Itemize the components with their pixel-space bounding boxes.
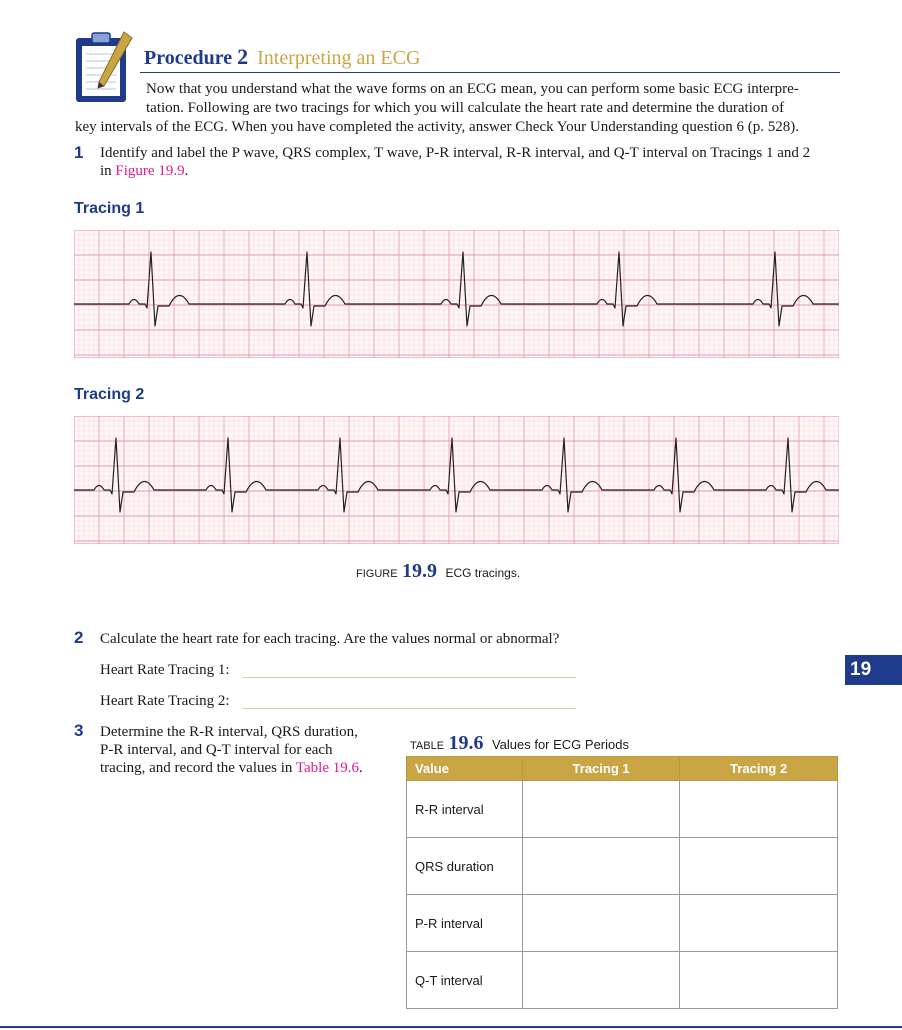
cell-qrs-tracing-1[interactable] <box>522 838 680 895</box>
table-header-row <box>407 757 838 781</box>
header-tracing-2: Tracing 2 <box>680 757 838 781</box>
header-tracing-1: Tracing 1 <box>522 757 680 781</box>
step-3-line-3 <box>100 759 363 777</box>
step-3-prefix: tracing, and record the values in <box>100 760 293 776</box>
tracing-2-label: Tracing 2 <box>74 386 145 403</box>
intro-line-2: tation. Following are two tracings for which you will calculate the heart rate and determine the duration of <box>146 100 785 116</box>
step-1-line-2 <box>100 162 188 180</box>
figure-caption <box>356 560 520 583</box>
header-value: Value <box>407 757 523 781</box>
procedure-word: Procedure <box>144 47 233 69</box>
figure-caption-title: ECG tracings. <box>445 566 521 580</box>
ecg-values-table <box>406 756 838 1009</box>
step-1-line-1: Identify and label the P wave, QRS complex, T wave, P-R interval, R-R interval, and Q-T interval on Tracings 1 and 2 <box>100 145 811 161</box>
cell-pr-tracing-1[interactable] <box>522 895 680 952</box>
procedure-number: 2 <box>237 44 249 69</box>
tracing-1-ecg <box>74 230 839 358</box>
figure-link[interactable]: Figure 19.9 <box>115 163 185 179</box>
step-3-line-1: Determine the R-R interval, QRS duration, <box>100 724 358 740</box>
table-caption-number: 19.6 <box>448 732 484 754</box>
step-2-number: 2 <box>74 628 84 647</box>
row-label-qrs: QRS duration <box>407 838 523 895</box>
procedure-title <box>144 44 420 70</box>
row-label-qt: Q-T interval <box>407 952 523 1009</box>
tracing-2-panel <box>74 416 839 544</box>
step-3-line-2: P-R interval, and Q-T interval for each <box>100 742 333 758</box>
step-2-text: Calculate the heart rate for each tracing. Are the values normal or abnormal? <box>100 631 560 647</box>
bottom-rule <box>0 1026 902 1028</box>
heart-rate-2-blank[interactable] <box>243 708 576 709</box>
row-label-rr: R-R interval <box>407 781 523 838</box>
heart-rate-2-label: Heart Rate Tracing 2: <box>100 693 230 709</box>
cell-qt-tracing-2[interactable] <box>680 952 838 1009</box>
step-1-prefix: in <box>100 163 112 179</box>
cell-pr-tracing-2[interactable] <box>680 895 838 952</box>
step-3-number: 3 <box>74 721 84 740</box>
procedure-subtitle: Interpreting an ECG <box>257 47 421 69</box>
cell-rr-tracing-1[interactable] <box>522 781 680 838</box>
table-row <box>407 895 838 952</box>
heart-rate-1-label: Heart Rate Tracing 1: <box>100 662 230 678</box>
table-caption-title: Values for ECG Periods <box>491 737 629 752</box>
intro-line-3: key intervals of the ECG. When you have completed the activity, answer Check Your Understanding question 6 (p. 528). <box>75 119 800 135</box>
figure-caption-word: FIGURE <box>356 568 398 580</box>
cell-qrs-tracing-2[interactable] <box>680 838 838 895</box>
cell-rr-tracing-2[interactable] <box>680 781 838 838</box>
intro-line-1: Now that you understand what the wave forms on an ECG mean, you can perform some basic ECG interpre- <box>146 81 799 97</box>
ecg-grid <box>74 230 839 358</box>
clipboard-icon <box>72 30 136 106</box>
tracing-1-label: Tracing 1 <box>74 200 145 217</box>
tracing-1-panel <box>74 230 839 358</box>
step-1-number: 1 <box>74 143 84 162</box>
heart-rate-1-blank[interactable] <box>243 677 576 678</box>
cell-qt-tracing-1[interactable] <box>522 952 680 1009</box>
table-caption-word: TABLE <box>410 740 445 752</box>
ecg-grid <box>74 416 839 544</box>
title-rule <box>140 72 840 73</box>
step-3-suffix: . <box>359 760 363 776</box>
table-row <box>407 781 838 838</box>
table-row <box>407 838 838 895</box>
tracing-2-ecg <box>74 416 839 544</box>
step-1-suffix: . <box>184 163 189 179</box>
table-row <box>407 952 838 1009</box>
table-link[interactable]: Table 19.6 <box>295 760 360 776</box>
row-label-pr: P-R interval <box>407 895 523 952</box>
table-caption <box>410 732 629 755</box>
chapter-tab: 19 <box>845 655 902 685</box>
figure-caption-number: 19.9 <box>402 560 438 582</box>
